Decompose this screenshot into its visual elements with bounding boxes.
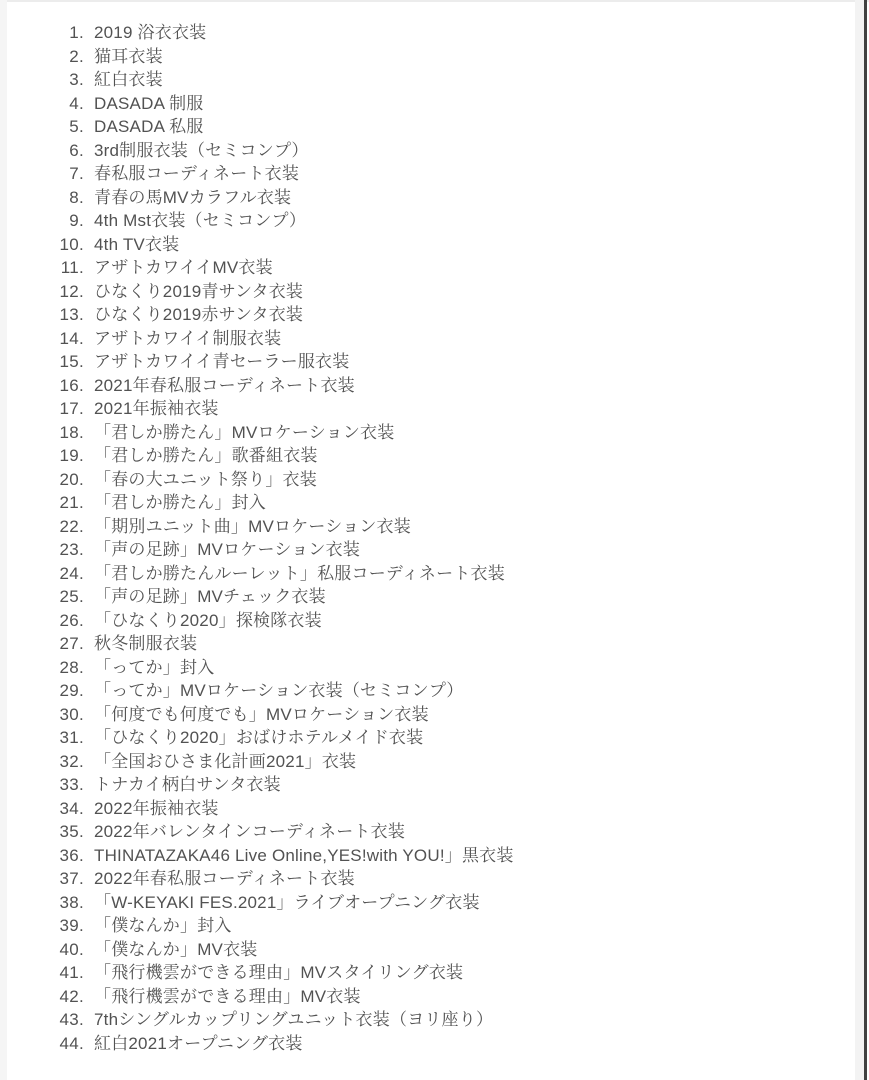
list-item-number: 13.: [59, 305, 84, 324]
list-item-label: DASADA 私服: [94, 117, 204, 136]
list-item: [0, 1008, 840, 1032]
list-item: [0, 186, 840, 210]
list-item-label: 「声の足跡」MVロケーション衣装: [94, 540, 361, 559]
list-item: [0, 21, 840, 45]
list-item-number: 21.: [59, 493, 84, 512]
list-item: [0, 938, 840, 962]
list-item-label: 「僕なんか」MV衣装: [94, 939, 258, 959]
list-item: [0, 914, 840, 938]
list-item-number: 15.: [59, 352, 84, 371]
list-item-number: 20.: [59, 469, 84, 489]
list-item-number: 25.: [59, 587, 84, 606]
list-item-label: 2019 浴衣衣装: [94, 23, 207, 42]
list-item: [0, 256, 840, 280]
list-item-number: 30.: [59, 704, 84, 724]
list-item-number: 28.: [59, 657, 84, 677]
list-item-number: 35.: [59, 822, 84, 841]
list-item: [0, 538, 840, 562]
list-item-label: 「飛行機雲ができる理由」MV衣装: [94, 986, 361, 1006]
list-item-number: 39.: [59, 916, 84, 935]
list-item: [0, 609, 840, 633]
list-item: [0, 421, 840, 445]
list-item-label: 7thシングルカップリングユニット衣装（ヨリ座り）: [94, 1010, 494, 1029]
list-item-number: 33.: [59, 775, 84, 794]
list-item-number: 5.: [69, 117, 84, 136]
list-item-label: 紅白2021オープニング衣装: [94, 1033, 303, 1053]
list-item-label: 「君しか勝たんルーレット」私服コーディネート衣装: [94, 563, 505, 583]
list-item: [0, 139, 840, 163]
list-item-label: 「ひなくり2020」探検隊衣装: [94, 610, 322, 630]
list-item: [0, 844, 840, 868]
list-item-number: 7.: [69, 164, 84, 183]
list-item-number: 26.: [59, 610, 84, 630]
list-item: [0, 726, 840, 750]
list-item-number: 8.: [69, 187, 84, 207]
list-item: [0, 233, 840, 257]
list-item-number: 2.: [69, 46, 84, 66]
list-item-number: 34.: [59, 798, 84, 818]
list-item-label: 2021年振袖衣装: [94, 399, 219, 418]
list-item-label: 2022年振袖衣装: [94, 798, 219, 818]
list-item-number: 19.: [59, 446, 84, 465]
list-item-label: 「君しか勝たん」MVロケーション衣装: [94, 422, 395, 442]
list-item: [0, 867, 840, 891]
list-item: [0, 209, 840, 233]
list-item-label: 春私服コーディネート衣装: [94, 164, 300, 183]
list-item-number: 41.: [59, 963, 84, 982]
list-item: [0, 303, 840, 327]
list-item: [0, 891, 840, 915]
list-item: [0, 515, 840, 539]
list-item-label: 「飛行機雲ができる理由」MVスタイリング衣装: [94, 963, 464, 982]
list-item-label: 4th Mst衣装（セミコンプ）: [94, 211, 307, 230]
list-item: [0, 68, 840, 92]
list-item-label: 2022年春私服コーディネート衣装: [94, 869, 355, 888]
list-item: [0, 679, 840, 703]
list-item: [0, 820, 840, 844]
list-item-number: 1.: [69, 23, 84, 42]
list-item-number: 42.: [59, 986, 84, 1006]
top-edge-divider: [0, 0, 869, 2]
list-item: [0, 585, 840, 609]
list-item: [0, 797, 840, 821]
list-item-label: 4th TV衣装: [94, 234, 180, 254]
list-item-number: 3.: [69, 70, 84, 89]
list-item-number: 23.: [59, 540, 84, 559]
list-item: [0, 632, 840, 656]
list-item-label: 猫耳衣装: [94, 46, 163, 66]
right-edge-border: [864, 0, 867, 1080]
list-item-label: アザトカワイイ青セーラー服衣装: [94, 352, 350, 371]
right-page-margin: [855, 0, 864, 1080]
list-item: [0, 961, 840, 985]
list-item: [0, 985, 840, 1009]
list-item: [0, 656, 840, 680]
list-item-label: 「声の足跡」MVチェック衣装: [94, 587, 326, 606]
list-item-number: 29.: [59, 681, 84, 700]
list-item: [0, 374, 840, 398]
list-item: [0, 468, 840, 492]
list-item-label: 「全国おひさま化計画2021」衣装: [94, 751, 357, 771]
list-item: [0, 45, 840, 69]
list-item-number: 16.: [59, 375, 84, 395]
list-item-label: 2021年春私服コーディネート衣装: [94, 375, 355, 395]
list-item-label: ひなくり2019赤サンタ衣装: [94, 305, 304, 324]
list-item: [0, 773, 840, 797]
list-item-number: 32.: [59, 751, 84, 771]
list-item: [0, 444, 840, 468]
list-item: [0, 562, 840, 586]
list-item: [0, 397, 840, 421]
list-item-number: 44.: [59, 1033, 84, 1053]
list-item-label: 青春の馬MVカラフル衣装: [94, 187, 292, 207]
list-item-number: 40.: [59, 939, 84, 959]
list-item: [0, 280, 840, 304]
list-item-number: 24.: [59, 563, 84, 583]
list-item-label: 「君しか勝たん」封入: [94, 493, 266, 512]
list-item-number: 12.: [59, 281, 84, 301]
list-item-label: 「ってか」MVロケーション衣装（セミコンプ）: [94, 681, 464, 700]
list-item-label: アザトカワイイMV衣装: [94, 258, 273, 277]
list-item: [0, 92, 840, 116]
list-item-number: 37.: [59, 869, 84, 888]
list-item-label: 「君しか勝たん」歌番組衣装: [94, 446, 318, 465]
list-item-number: 9.: [69, 211, 84, 230]
costume-list: [0, 21, 840, 1055]
list-item-label: 「僕なんか」封入: [94, 916, 232, 935]
list-item: [0, 162, 840, 186]
list-item-number: 4.: [69, 93, 84, 113]
list-item-number: 14.: [59, 328, 84, 348]
list-item-label: DASADA 制服: [94, 93, 204, 113]
list-item-label: 「ってか」封入: [94, 657, 215, 677]
list-item: [0, 115, 840, 139]
list-item-number: 18.: [59, 422, 84, 442]
list-item-number: 31.: [59, 728, 84, 747]
list-item-number: 10.: [59, 234, 84, 254]
list-item-number: 22.: [59, 516, 84, 536]
list-item: [0, 350, 840, 374]
list-item-label: 「ひなくり2020」おばけホテルメイド衣装: [94, 728, 424, 747]
list-item-label: 2022年バレンタインコーディネート衣装: [94, 822, 406, 841]
list-item-number: 11.: [60, 258, 84, 277]
list-item-number: 6.: [69, 140, 84, 160]
list-item-number: 43.: [59, 1010, 84, 1029]
list-item-label: 3rd制服衣装（セミコンプ）: [94, 140, 309, 160]
list-item-label: 「期別ユニット曲」MVロケーション衣装: [94, 516, 411, 536]
list-item-label: 秋冬制服衣装: [94, 634, 198, 653]
list-item: [0, 491, 840, 515]
list-item-label: THINATAZAKA46 Live Online,YES!with YOU!」黒衣装: [94, 845, 514, 865]
list-item-label: 紅白衣装: [94, 70, 163, 89]
list-item: [0, 327, 840, 351]
list-item-label: 「春の大ユニット祭り」衣装: [94, 469, 317, 489]
list-item-number: 36.: [59, 845, 84, 865]
list-item: [0, 1032, 840, 1056]
list-item-number: 38.: [59, 892, 84, 912]
list-item: [0, 703, 840, 727]
list-item-number: 27.: [59, 634, 84, 653]
list-item-label: アザトカワイイ制服衣装: [94, 328, 282, 348]
list-item-label: ひなくり2019青サンタ衣装: [94, 281, 304, 301]
list-item-label: 「何度でも何度でも」MVロケーション衣装: [94, 704, 429, 724]
list-item-number: 17.: [59, 399, 84, 418]
list-item-label: 「W-KEYAKI FES.2021」ライブオープニング衣装: [94, 892, 480, 912]
list-item-label: トナカイ柄白サンタ衣装: [94, 775, 281, 794]
list-item: [0, 750, 840, 774]
